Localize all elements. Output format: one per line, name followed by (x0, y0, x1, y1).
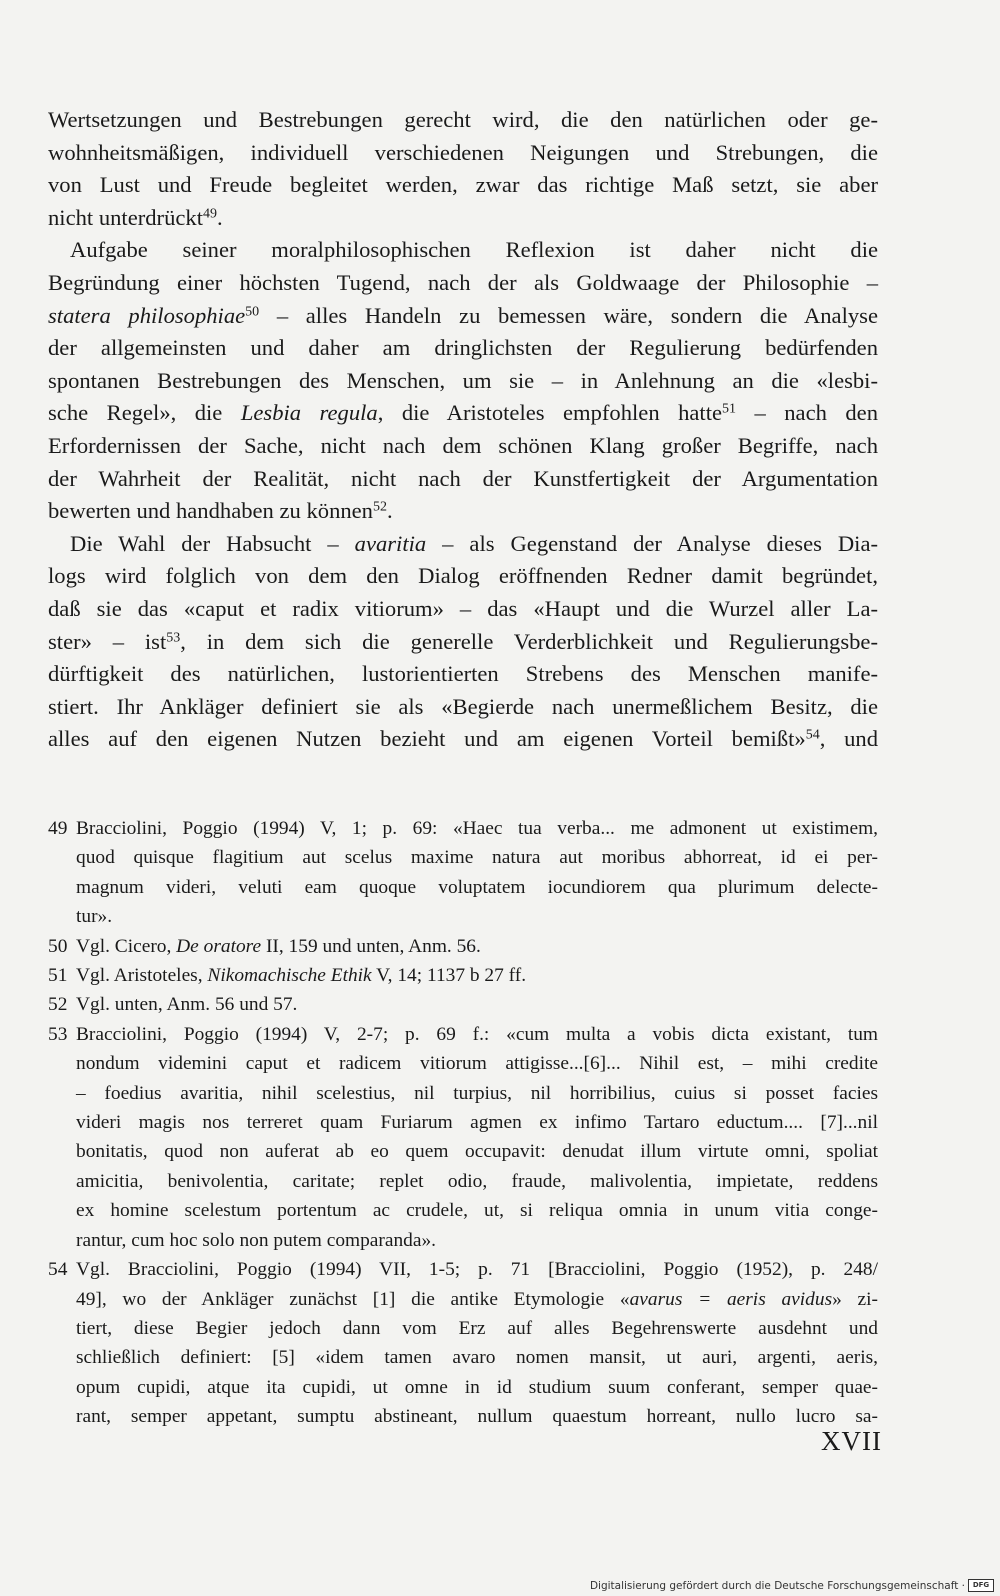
text-line (48, 528, 878, 561)
page-number: XVII (821, 1426, 882, 1456)
footnote-line: Vgl. Bracciolini, Poggio (1994) VII, 1-5; p. 71 [Bracciolini, Poggio (1952), p. 248/ (76, 1259, 878, 1281)
text-run: ster» – ist (48, 628, 167, 654)
text-line: Erfordernissen der Sache, nicht nach dem schönen Klang großer Begriffe, nach (48, 432, 878, 458)
text-run: – alles Handeln zu bemessen wäre, sondern die Analyse (259, 302, 878, 328)
footnote-line: Vgl. unten, Anm. 56 und 57. (76, 994, 298, 1016)
footnote-line: rantur, cum hoc solo non putem comparanda». (76, 1229, 437, 1251)
footnote-line (76, 961, 878, 990)
footnote-number: 52 (48, 994, 68, 1016)
footnote-line: Bracciolini, Poggio (1994) V, 2-7; p. 69 f.: «cum multa a vobis dicta existant, tum (76, 1023, 878, 1045)
text-run: nicht unterdrückt (48, 204, 203, 230)
text-run: , und (819, 726, 879, 752)
text-line: stiert. Ihr Ankläger definiert sie als «Begierde nach unermeßlichem Besitz, die (48, 693, 878, 719)
text-line: der allgemeinsten und daher am dringlichsten der Regulierung bedürfenden (48, 335, 878, 361)
footnote-number: 53 (48, 1023, 68, 1045)
text-line: Begründung einer höchsten Tugend, nach der als Goldwaage der Philosophie – (48, 269, 878, 295)
italic-title: De oratore (176, 935, 262, 957)
text-line: Wertsetzungen und Bestrebungen gerecht wird, die den natürlichen oder ge- (48, 107, 878, 132)
text-line: von Lust und Freude begleitet werden, zwar das richtige Maß setzt, sie aber (48, 172, 878, 198)
footnote-line: tiert, diese Begier jedoch dann vom Erz auf alles Begehrenswerte ausdehnt und (76, 1317, 878, 1339)
text-line (48, 626, 878, 659)
italic-term: statera philosophiae (48, 302, 246, 328)
italic-term: avarus = aeris avidus (629, 1288, 833, 1310)
paragraph-2 (48, 234, 878, 527)
footnote-line: videri magis nos terreret quam Furiarum agmen ex infimo Tartaro eductum.... [7]...nil (76, 1112, 878, 1134)
footnote-51 (48, 961, 878, 990)
footnotes (48, 814, 878, 1432)
footnote-ref-51[interactable]: 51 (722, 401, 737, 417)
footnote-line: amicitia, benivolentia, caritate; replet odio, fraude, malivolentia, impietate, reddens (76, 1170, 878, 1192)
footnote-line: magnum videri, veluti eam quoque voluptatem iocundiorem qua plurimum delecte- (76, 876, 878, 898)
text-run: – nach den (736, 400, 879, 426)
text-run: V, 14; 1137 b 27 ff. (371, 965, 527, 987)
footnote-52 (48, 990, 878, 1019)
text-run: sche Regel», die (48, 400, 241, 426)
text-run: » zi- (832, 1288, 879, 1310)
text-line: spontanen Bestrebungen des Menschen, um sie – in Anlehnung an die «lesbi- (48, 367, 878, 393)
digitization-credit (590, 1579, 994, 1592)
italic-term: Lesbia regula (240, 400, 378, 426)
footnote-line: quod quisque flagitium aut scelus maxime natura aut moribus abhorreat, id ei per- (76, 847, 878, 869)
text-run: Die Wahl der Habsucht – (70, 530, 355, 556)
text-line: bewerten und handhaben zu können$^{52}$. (48, 498, 393, 524)
text-line: Aufgabe seiner moralphilosophischen Reflexion ist daher nicht die (70, 237, 878, 263)
paragraph-1 (48, 104, 878, 234)
footnote-line (76, 932, 878, 961)
text-run: Vgl. Cicero, (76, 935, 177, 957)
text-line: dürftigkeit des natürlichen, lustorientierten Strebens des Menschen manife- (48, 661, 878, 687)
footnote-53 (48, 1020, 878, 1255)
footnote-line: nondum videmini caput et radicem vitiorum attigisse...[6]... Nihil est, – mihi credite (76, 1053, 878, 1075)
text-line: wohnheitsmäßigen, individuell verschiedenen Neigungen und Strebungen, die (48, 139, 878, 165)
footnote-number: 50 (48, 935, 68, 957)
footnote-line: Bracciolini, Poggio (1994) V, 1; p. 69: «Haec tua verba... me admonent ut existimem, (76, 818, 878, 839)
text-line: nicht unterdrückt$^{49}$. (48, 204, 223, 230)
footnote-number: 54 (48, 1259, 68, 1281)
footnote-ref-50[interactable]: 50 (245, 303, 260, 319)
paragraph-3 (48, 528, 878, 756)
text-line (48, 300, 878, 333)
credit-text: Digitalisierung gefördert durch die Deutsche Forschungsgemeinschaft · (589, 1579, 965, 1592)
text-run: , die Aristoteles empfohlen hatte (377, 400, 723, 426)
footnote-ref-53[interactable]: 53 (166, 629, 181, 645)
text-line: logs wird folglich von dem den Dialog eröffnenden Redner damit begründet, (48, 563, 878, 589)
text-run: II, 159 und unten, Anm. 56. (261, 935, 481, 957)
text-line: der Wahrheit der Realität, nicht nach der Kunstfertigkeit der Argumentation (48, 465, 878, 491)
footnote-line: tur». (76, 906, 113, 928)
footnote-number: 49 (48, 818, 68, 839)
footnote-line: – foedius avaritia, nihil scelestius, nil turpius, nil horribilius, cuius si posset facies (76, 1082, 878, 1104)
text-run: – als Gegenstand der Analyse dieses Dia- (426, 530, 878, 556)
text-line (48, 397, 878, 430)
text-run: Vgl. Aristoteles, (76, 965, 208, 987)
text-run: alles auf den eigenen Nutzen bezieht und am eigenen Vorteil bemißt» (48, 726, 806, 752)
footnote-line: ex homine scelestum portentum ac crudele, ut, si reliqua omnia in unum vitia conge- (76, 1200, 878, 1222)
footnote-line: bonitatis, quod non auferat ab eo quem occupavit: denudat illum virtute omni, spoliat (76, 1141, 878, 1163)
text-run: , in dem sich die generelle Verderblichkeit und Regulierungsbe- (180, 628, 878, 654)
footnote-line (76, 1285, 878, 1314)
italic-title: Nikomachische Ethik (207, 965, 372, 987)
text-line (48, 723, 878, 756)
footnote-number: 51 (48, 965, 68, 987)
italic-term: avaritia (354, 530, 427, 556)
footnote-ref-52[interactable]: 52 (372, 499, 387, 515)
footnote-line: rant, semper appetant, sumptu abstineant, nullum quaestum horreant, nullo lucro sa- (76, 1406, 878, 1428)
footnote-ref-49[interactable]: 49 (202, 206, 217, 222)
text-run: bewerten und handhaben zu können (48, 498, 373, 524)
footnote-50 (48, 932, 878, 961)
dfg-logo-icon: DFG (968, 1579, 994, 1592)
footnote-line: schließlich definiert: [5] «idem tamen avaro nomen mansit, ut auri, argenti, aeris, (76, 1347, 878, 1369)
text-run: 49], wo der Ankläger zunächst [1] die antike Etymologie « (76, 1288, 630, 1310)
main-text (48, 104, 878, 756)
footnote-49 (48, 814, 878, 932)
footnote-line: opum cupidi, atque ita cupidi, ut omne in id studium suum conferant, semper quae- (76, 1376, 878, 1398)
footnote-54 (48, 1255, 878, 1431)
text-line: daß sie das «caput et radix vitiorum» – das «Haupt und die Wurzel aller La- (48, 595, 878, 621)
footnote-ref-54[interactable]: 54 (805, 727, 820, 743)
